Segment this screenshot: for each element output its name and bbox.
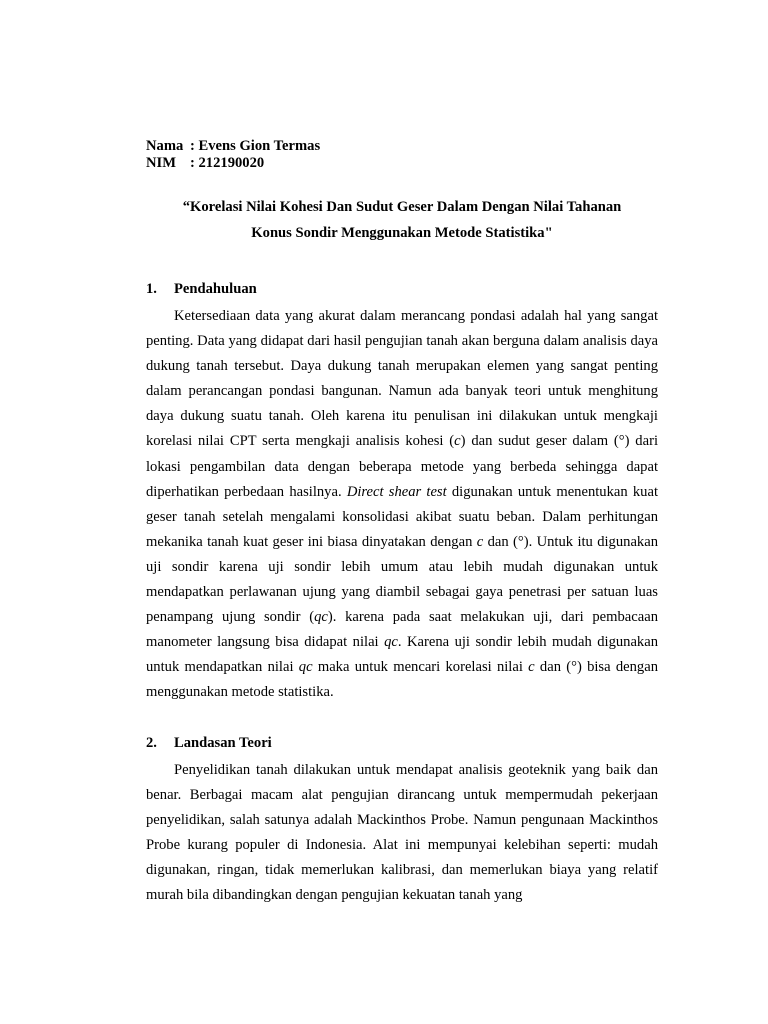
section-heading [146, 281, 658, 298]
student-nim-row [146, 155, 320, 172]
text-run: ) dan sudut geser dalam (°) dari lokasi pengambilan data dengan beberapa metode yang berbeda sehingga dapat diperhatikan perbedaan hasilnya. [146, 433, 658, 500]
document-title [146, 194, 658, 246]
section-number: 1. [146, 281, 157, 297]
text-run: digunakan untuk menentukan kuat geser tanah setelah mengalami konsolidasi akibat suatu beban. Dalam perhitungan mekanika tanah kuat geser ini biasa dinyatakan dengan [146, 483, 658, 550]
student-name-row [146, 138, 320, 155]
title-line-2: Konus Sondir Menggunakan Metode Statistika" [251, 225, 553, 241]
nim-value: : 212190020 [190, 155, 265, 171]
paragraph [146, 304, 658, 706]
text-run: ). karena pada saat melakukan uji, dari pembacaan manometer langsung bisa didapat nilai [146, 609, 658, 651]
italic-term: Direct shear test [346, 483, 447, 500]
name-label: Nama [146, 138, 184, 154]
text-run: dan (°). Untuk itu digunakan uji sondir karena uji sondir lebih umum atau lebih mudah digunakan untuk mendapatkan perlawanan ujung yang diambil sebagai gaya penetrasi per satuan luas penampang ujung sondir ( [146, 533, 658, 626]
text-run: Penyelidikan tanah dilakukan untuk mendapat analisis geoteknik yang baik dan benar. Berbagai macam alat pengujian dirancang untuk mempermudah pekerjaan penyelidikan, salah satunya adalah Mackinthos Probe. Namun pengunaan Mackinthos Probe kurang populer di Indonesia. Alat ini mempunyai kelebihan seperti: mudah digunakan, ringan, tidak memerlukan kalibrasi, dan memerlukan biaya yang relatif murah bila dibandingkan dengan pengujian kekuatan tanah yang [146, 762, 658, 904]
paragraph [146, 758, 658, 909]
italic-symbol: c [454, 433, 461, 450]
italic-symbol: qc [384, 634, 398, 651]
nim-label: NIM [146, 155, 176, 171]
section-title: Pendahuluan [174, 281, 257, 297]
title-line-1: “Korelasi Nilai Kohesi Dan Sudut Geser Dalam Dengan Nilai Tahanan [182, 199, 622, 215]
italic-symbol: qc [314, 609, 328, 626]
section-pendahuluan [146, 281, 658, 720]
text-run: maka untuk mencari korelasi nilai [312, 659, 529, 676]
name-value: : Evens Gion Termas [190, 138, 321, 154]
section-landasan-teori [146, 735, 658, 923]
section-number: 2. [146, 735, 157, 751]
section-title: Landasan Teori [174, 735, 272, 751]
text-run: Ketersediaan data yang akurat dalam merancang pondasi adalah hal yang sangat penting. Data yang didapat dari hasil pengujian tanah akan berguna dalam analisis daya dukung tanah tersebut. Daya dukung tanah merupakan elemen yang sangat penting dalam perancangan pondasi bangunan. Namun ada banyak teori untuk menghitung daya dukung suatu tanah. Oleh karena itu penulisan ini dilakukan untuk mengkaji korelasi nilai CPT serta mengkaji analisis kohesi ( [146, 308, 658, 450]
italic-symbol: qc [298, 659, 313, 676]
student-info [146, 138, 320, 172]
text-run: . Karena uji sondir lebih mudah digunakan untuk mendapatkan nilai [146, 634, 659, 676]
italic-symbol: c [528, 659, 535, 676]
section-heading [146, 735, 658, 752]
italic-symbol: c [476, 533, 484, 550]
text-run: dan (°) bisa dengan menggunakan metode statistika. [146, 659, 659, 701]
